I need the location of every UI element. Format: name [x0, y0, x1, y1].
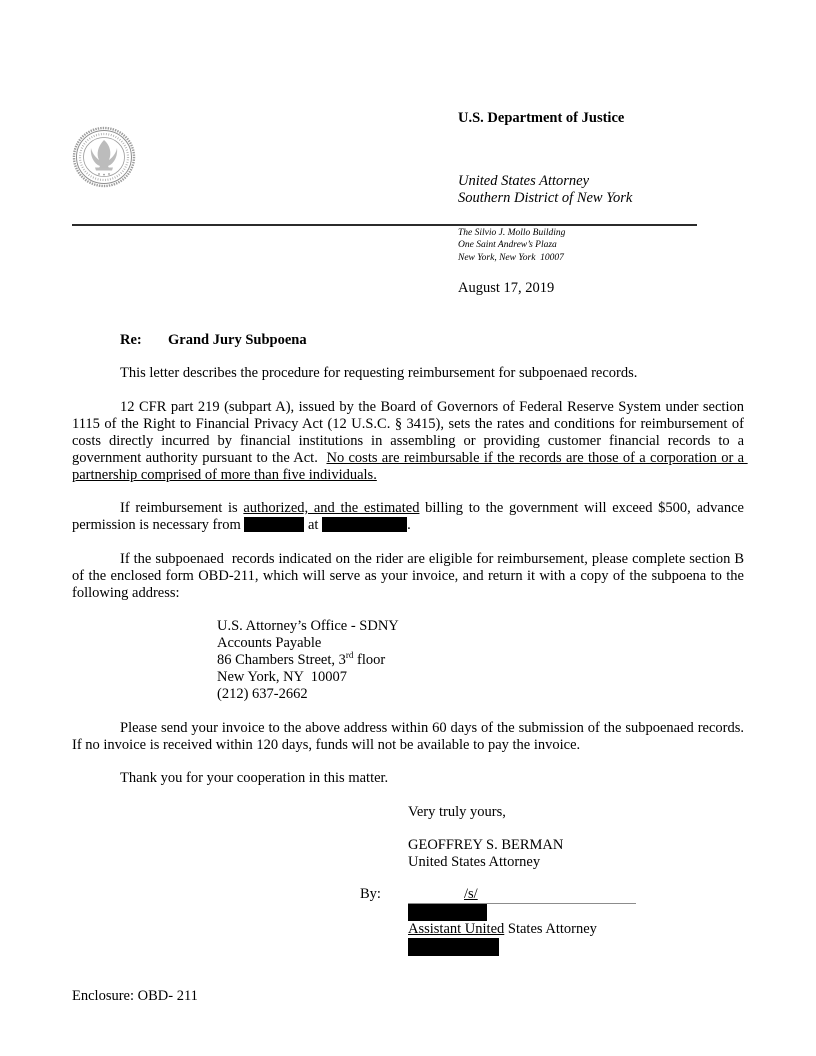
- text-run: .: [407, 517, 411, 533]
- redaction-box: [244, 517, 304, 532]
- subject-text: Grand Jury Subpoena: [168, 332, 307, 348]
- letterhead-address-line: New York, New York 10007: [458, 252, 564, 263]
- text-run: at: [304, 517, 323, 533]
- text-run: This letter describes the procedure for requesting reimbursement for subpoenaed records.: [120, 365, 638, 381]
- paragraph: [72, 365, 744, 382]
- paragraph: [72, 398, 748, 484]
- ordinal-superscript: rd: [345, 650, 354, 661]
- underlined-text: authorized, and the estimated: [243, 500, 420, 516]
- doj-seal-icon: [72, 126, 136, 188]
- date-line: August 17, 2019: [458, 280, 555, 296]
- address-line: 86 Chambers Street, 3rd floor: [217, 650, 386, 668]
- office-district: Southern District of New York: [458, 189, 633, 206]
- address-line: New York, NY 10007: [217, 669, 347, 685]
- letterhead-address-line: The Silvio J. Mollo Building: [458, 228, 566, 238]
- office-title: United States Attorney: [458, 173, 590, 189]
- subject-line: [120, 332, 307, 349]
- paragraph: [72, 500, 748, 534]
- assistant-title-line: [408, 921, 597, 938]
- subject-label: Re:: [120, 332, 142, 348]
- enclosure-line: Enclosure: OBD- 211: [72, 988, 198, 1004]
- underlined-text: Assistant United: [408, 921, 505, 937]
- text-run: 12 CFR part 219 (subpart A), issued by the Board of Governors of Federal Reserve System under section 1115 of the Right to Financial Privacy Act (12 U.S.C. § 3415), sets the rates and conditions for reimbursement of costs directly incurred by financial institutions in assembling or providing customer financial records to a government authority pursuant to the Act.: [72, 398, 748, 466]
- paragraph: [72, 550, 748, 602]
- text-run: Thank you for your cooperation in this matter.: [120, 770, 389, 786]
- address-line: (212) 637-2662: [217, 686, 308, 702]
- letterhead-rule: [72, 224, 697, 226]
- letterhead-address: [458, 227, 565, 264]
- text-run: States Attorney: [504, 921, 597, 937]
- address-line: Accounts Payable: [217, 635, 322, 651]
- closing-line: Very truly yours,: [408, 804, 506, 820]
- text-run: billing to the government will exceed $500, advance permission is necessary from: [72, 500, 748, 533]
- office-title-block: [458, 173, 632, 206]
- text-run: If the subpoenaed records indicated on the rider are eligible for reimbursement, please complete section B of the enclosed form OBD-211, which will serve as your invoice, and return it with a copy of the subpoena to the following address:: [72, 550, 748, 601]
- text-run: If reimbursement is: [120, 500, 244, 516]
- signer-name: GEOFFREY S. BERMAN: [408, 837, 564, 853]
- letterhead-address-line: One Saint Andrew’s Plaza: [458, 240, 557, 251]
- body-flow: [72, 365, 748, 804]
- by-label: By:: [360, 886, 381, 902]
- signature-name-redaction: [408, 904, 487, 921]
- agency-name: U.S. Department of Justice: [458, 110, 625, 126]
- signer-title: United States Attorney: [408, 854, 541, 870]
- s-slash-mark: /s/: [464, 886, 478, 902]
- address-line: U.S. Attorney’s Office - SDNY: [217, 618, 399, 634]
- mailing-address-block: [217, 618, 744, 703]
- signature-line: [408, 886, 636, 904]
- paragraph: [72, 719, 748, 754]
- signature-title-redaction: [408, 938, 499, 956]
- redaction-box: [322, 517, 407, 532]
- underlined-text: No costs are reimbursable if the records are those of a corporation or a partnership comprised of more than five individuals.: [72, 449, 748, 483]
- paragraph: [72, 770, 744, 787]
- signer-block: [408, 837, 563, 871]
- text-run: Please send your invoice to the above address within 60 days of the submission of the subpoenaed records. If no invoice is received within 120 days, funds will not be available to pay the invoice.: [72, 719, 748, 753]
